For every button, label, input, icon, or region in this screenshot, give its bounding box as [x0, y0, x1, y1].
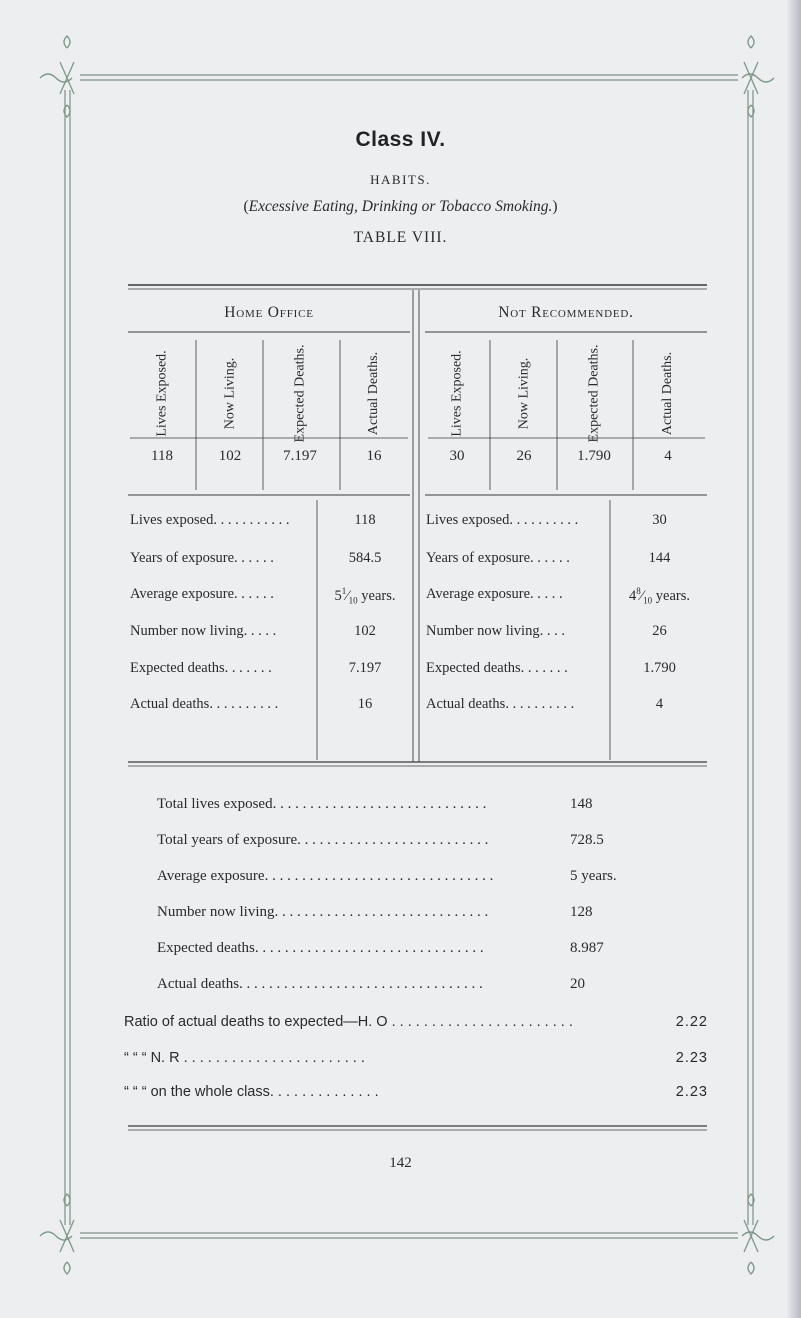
cell-ho-now-living: 102 [218, 448, 242, 464]
col-head-ho-expected-deaths: Expected Deaths. [292, 344, 308, 442]
section-heading: HABITS. [370, 172, 431, 187]
summary-ho-value: 16 [357, 696, 373, 712]
col-head-ho-now-living: Now Living. [222, 357, 238, 429]
col-head-nr-now-living: Now Living. [516, 357, 532, 429]
total-label: Expected deaths. . . . . . . . . . . . . . . . . . . . . . . . . . . . . . . [157, 940, 484, 956]
summary-nr-value: 26 [652, 623, 667, 639]
total-label: Total lives exposed. . . . . . . . . . . . . . . . . . . . . . . . . . . . . [157, 796, 487, 812]
group-header-not-recommended: Not Recommended. [498, 304, 634, 321]
cell-nr-expected-deaths: 1.790 [577, 448, 611, 464]
total-value: 5 years. [570, 868, 617, 884]
total-value: 148 [570, 796, 593, 812]
page-number: 142 [389, 1155, 412, 1171]
col-head-nr-lives-exposed: Lives Exposed. [449, 349, 465, 437]
cell-nr-lives-exposed: 30 [449, 448, 465, 464]
cell-ho-lives-exposed: 118 [151, 448, 173, 464]
total-label: Number now living. . . . . . . . . . . . . . . . . . . . . . . . . . . . . [157, 904, 489, 920]
ratio-value: 2.23 [675, 1084, 708, 1100]
col-head-nr-expected-deaths: Expected Deaths. [586, 344, 602, 442]
group-header-home-office: Home Office [224, 304, 314, 321]
summary-nr-label: Number now living. . . . [426, 623, 565, 639]
cell-ho-expected-deaths: 7.197 [283, 448, 317, 464]
subtitle-text: Excessive Eating, Drinking or Tobacco Smoking. [248, 198, 553, 215]
col-head-ho-actual-deaths: Actual Deaths. [366, 351, 382, 435]
summary-nr-value: 1.790 [643, 660, 676, 676]
summary-ho-value: 7.197 [348, 660, 382, 676]
ratio-label: Ratio of actual deaths to expected—H. O . . . . . . . . . . . . . . . . . . . . . . . [124, 1014, 573, 1030]
summary-nr-value: $4^8⁄_{10}$ years. [628, 586, 690, 606]
cell-ho-actual-deaths: 16 [366, 448, 382, 464]
summary-ho-label: Years of exposure. . . . . . [130, 550, 274, 566]
summary-ho-label: Average exposure. . . . . . [130, 586, 274, 602]
summary-ho-label: Expected deaths. . . . . . . [130, 660, 272, 676]
total-label: Total years of exposure. . . . . . . . . . . . . . . . . . . . . . . . . . [157, 832, 489, 848]
total-value: 128 [570, 904, 593, 920]
class-title: Class IV. [355, 128, 446, 151]
ratio-label: “ “ “ on the whole class. . . . . . . . . . . . . . [124, 1084, 379, 1100]
summary-nr-label: Expected deaths. . . . . . . [426, 660, 568, 676]
summary-nr-label: Average exposure. . . . . [426, 586, 563, 602]
subtitle: (Excessive Eating, Drinking or Tobacco Smoking.) [243, 198, 558, 215]
summary-ho-label: Actual deaths. . . . . . . . . . [130, 696, 279, 712]
cell-nr-actual-deaths: 4 [664, 448, 672, 464]
col-head-ho-lives-exposed: Lives Exposed. [154, 349, 170, 437]
cell-nr-now-living: 26 [516, 448, 532, 464]
summary-ho-value: 118 [354, 512, 376, 528]
total-value: 8.987 [570, 940, 604, 956]
summary-ho-value: 102 [354, 623, 376, 639]
summary-ho-value: 584.5 [348, 550, 382, 566]
table-title: TABLE VIII. [353, 229, 448, 246]
ratio-value: 2.23 [675, 1050, 708, 1066]
summary-ho-label: Lives exposed. . . . . . . . . . . [130, 512, 290, 528]
summary-nr-label: Actual deaths. . . . . . . . . . [426, 696, 575, 712]
ratio-label: “ “ “ N. R . . . . . . . . . . . . . . . . . . . . . . . [124, 1050, 365, 1066]
total-value: 20 [570, 976, 585, 992]
summary-ho-value: $5^1⁄_{10}$ years. [334, 586, 396, 606]
total-label: Average exposure. . . . . . . . . . . . . . . . . . . . . . . . . . . . . . . [157, 868, 494, 884]
ratio-value: 2.22 [675, 1014, 708, 1030]
summary-nr-value: 30 [652, 512, 667, 528]
summary-nr-value: 4 [655, 696, 664, 712]
summary-nr-value: 144 [648, 550, 671, 566]
total-value: 728.5 [570, 832, 604, 848]
summary-nr-label: Lives exposed. . . . . . . . . . [426, 512, 579, 528]
summary-nr-label: Years of exposure. . . . . . [426, 550, 570, 566]
summary-ho-label: Number now living. . . . . [130, 623, 277, 639]
total-label: Actual deaths. . . . . . . . . . . . . . . . . . . . . . . . . . . . . . . . . [157, 976, 483, 992]
col-head-nr-actual-deaths: Actual Deaths. [660, 351, 676, 435]
